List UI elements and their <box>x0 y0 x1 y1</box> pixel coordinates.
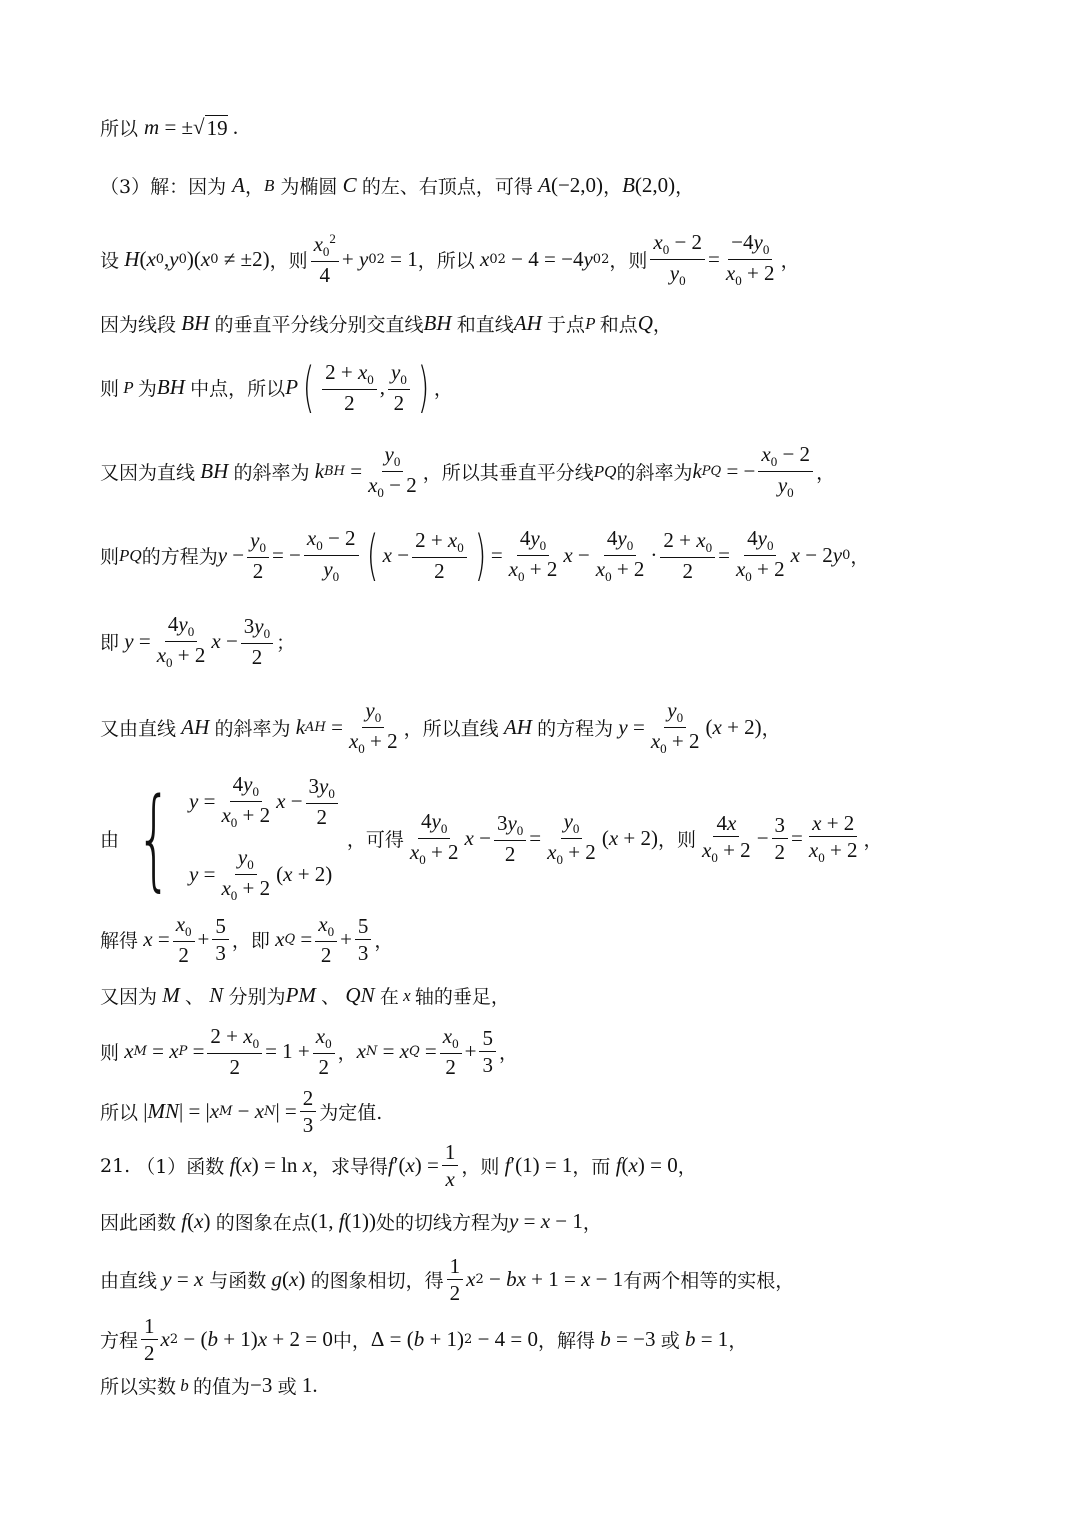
line-2: （3）解： 因为 A ， B 为椭圆 C 的左、右顶点，可得 A (−2,0) ， B (2,0) ， <box>100 173 695 198</box>
line-14: 所以 | MN | = | x M − x N | = $\frac{2}{3}$ 为定值. <box>100 1086 383 1138</box>
line-9: 又由直线 AH 的斜率为 k AH = $\frac{y_0}{x_0 + 2}$ ，所以直线 AH 的方程为 y = $\frac{y_0}{x_0 + 2}$ ( x + 2) ， <box>100 698 781 757</box>
line-17: 由直线 y = x 与函数 g ( x ) 的图象相切，得 $\frac{1}{2}$ x 2 − bx + 1 = x − 1 有两个相等的实根， <box>100 1254 795 1306</box>
line-18: 方程 $\frac{1}{2}$ x 2 − ( b + 1) x + 2 = 0 中， Δ = ( b + 1) 2 − 4 = 0 ，解得 b = −3 或 b = 1 ， <box>100 1314 748 1366</box>
line-13: 则 x M = x P = $\frac{2 + x_0}{2}$ = 1 + $\frac{x_0}{2}$ ， x N = x Q = $\frac{x_0}{2}$ + $\frac{5}{3}$ ， <box>100 1024 518 1080</box>
line-11: 解得 x = $\frac{x_0}{2}$ + $\frac{5}{3}$ ， 即 x Q = $\frac{x_0}{2}$ + $\frac{5}{3}$ ， <box>100 912 394 968</box>
line-3: 设 H ( x 0 , y 0 )( x 0 ≠ ±2) ， 则 $\frac{x_0^2}{4}$ + y 0 2 = 1 ， 所以 x 0 2 − 4 = −4 y 0 2 ， 则 $\frac{x_0 - 2}{y_0}$ = $\frac{-4y_0}{x_0 + 2}$ ， <box>100 230 800 289</box>
line-4: 因为线段 BH 的垂直平分线分别交直线 BH 和直线 AH 于点 P 和点 Q ， <box>100 311 672 336</box>
line-6: 又因为直线 BH 的斜率为 k BH = $\frac{y_0}{x_0 - 2}$ ，所以其垂直平分线 PQ 的斜率为 k PQ = − $\frac{x_0 - 2}{y_0}$ ， <box>100 442 836 501</box>
line-10: 由 { y = $\frac{4y_0}{x_0 + 2}$ x − $\frac{3y_0}{2}$ y = $\frac{y_0}{x_0 + 2}$ ( x + 2) ，可得 $\frac{4y_0}{x_0 + 2}$ x − $\frac{3y_0}{2}$ = $\frac{y_0}{x_0 + 2}$ ( x + 2) ， 则 $\frac{4x}{x_0 + 2}$ − $\frac{3}{2}$ = $\frac{x + 2}{x_0 + 2}$ ， <box>100 772 883 904</box>
line-12: 又因为 M 、 N 分别为 PM 、 QN 在 x 轴的垂足， <box>100 983 510 1008</box>
line-1: 所以 m = ±√ 19 . <box>100 115 239 140</box>
line-5: 则 P 为 BH 中点，所以 P ( $\frac{2 + x_0}{2}$ , $\frac{y_0}{2}$ ) ， <box>100 355 453 419</box>
line-19: 所以实数 b 的值为 −3 或 1. <box>100 1373 318 1398</box>
line-15: 21. （1）函数 f ( x ) = ln x ，求导得 f ′( x ) = $\frac{1}{x}$ ， 则 f ′(1) = 1 ，而 f ( x ) = 0 ， <box>100 1140 697 1192</box>
line-7: 则 PQ 的方程为 y − $\frac{y_0}{2}$ = − $\frac{x_0 - 2}{y_0}$ ( x − $\frac{2 + x_0}{2}$ ) = $\frac{4y_0}{x_0 + 2}$ x − $\frac{4y_0}{x_0 + 2}$ · $\frac{2 + x_0}{2}$ = $\frac{4y_0}{x_0 + 2}$ x − 2 y 0 ， <box>100 523 870 587</box>
line-8: 即 y = $\frac{4y_0}{x_0 + 2}$ x − $\frac{3y_0}{2}$ ； <box>100 612 296 671</box>
line-16: 因此函数 f ( x ) 的图象在点 (1, f (1)) 处的切线方程为 y = x − 1 ， <box>100 1209 602 1234</box>
